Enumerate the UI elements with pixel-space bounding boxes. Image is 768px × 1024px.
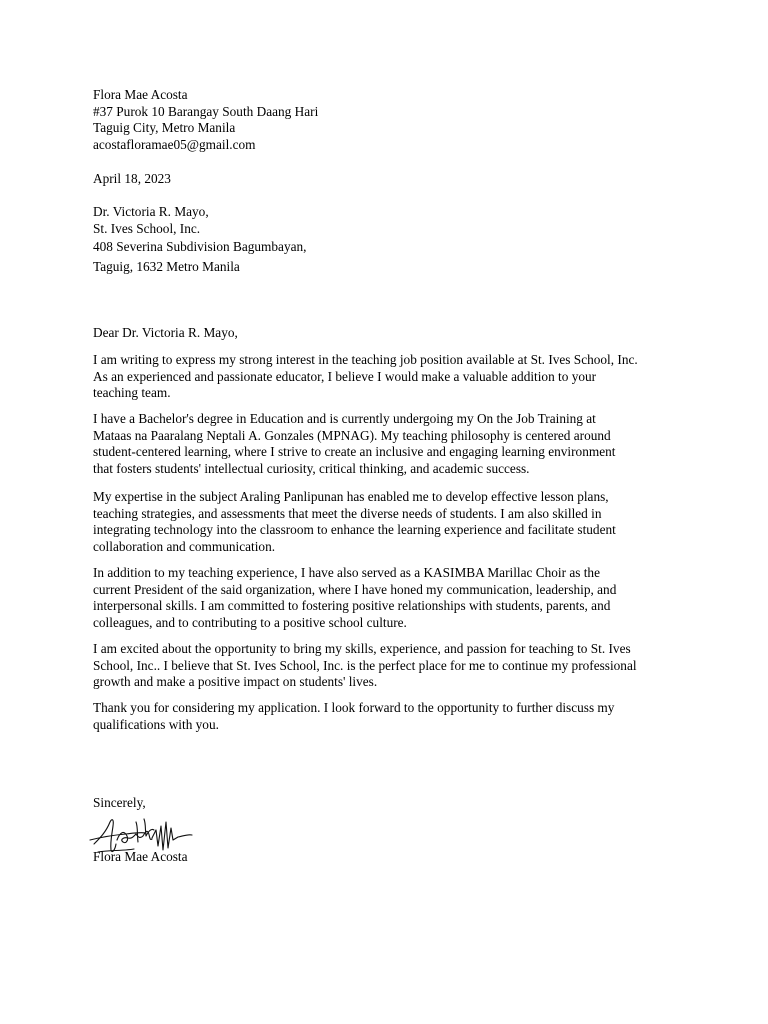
paragraph-line: In addition to my teaching experience, I have also served as a KASIMBA Marillac Choir as the xyxy=(93,565,600,580)
sender-address-line-1: #37 Purok 10 Barangay South Daang Hari xyxy=(93,103,319,119)
body-paragraph-1 xyxy=(93,352,681,402)
letter-date xyxy=(93,171,693,188)
body-paragraph-3 xyxy=(93,489,681,555)
paragraph-line: teaching strategies, and assessments that meet the diverse needs of students. I am also skilled in xyxy=(93,505,602,521)
paragraph-line: I have a Bachelor's degree in Education and is currently undergoing my On the Job Training at xyxy=(93,411,596,426)
signer-block xyxy=(93,849,693,866)
salutation xyxy=(93,325,693,342)
paragraph-line: I am writing to express my strong interest in the teaching job position available at St. Ives School, Inc. xyxy=(93,352,638,367)
recipient-name: Dr. Victoria R. Mayo, xyxy=(93,204,209,219)
paragraph-line: My expertise in the subject Araling Panlipunan has enabled me to develop effective lesson plans, xyxy=(93,489,609,504)
sender-email: acostafloramae05@gmail.com xyxy=(93,136,256,152)
sender-name: Flora Mae Acosta xyxy=(93,87,188,102)
paragraph-line: School, Inc.. I believe that St. Ives School, Inc. is the perfect place for me to continue my professional xyxy=(93,657,637,673)
paragraph-line: growth and make a positive impact on students' lives. xyxy=(93,674,378,690)
paragraph-line: student-centered learning, where I strive to create an inclusive and engaging learning environment xyxy=(93,444,616,460)
sender-address-line-2: Taguig City, Metro Manila xyxy=(93,120,236,136)
paragraph-line: that fosters students' intellectual curiosity, critical thinking, and academic success. xyxy=(93,460,530,476)
recipient-address-line-2: Taguig, 1632 Metro Manila xyxy=(93,258,240,274)
paragraph-line: current President of the said organization, where I have honed my communication, leadership, and xyxy=(93,581,617,597)
body-paragraph-5 xyxy=(93,641,681,691)
paragraph-line: collaboration and communication. xyxy=(93,538,276,554)
paragraph-line: Thank you for considering my application. I look forward to the opportunity to further discuss my xyxy=(93,700,615,715)
body-paragraph-4 xyxy=(93,565,681,631)
date-text: April 18, 2023 xyxy=(93,171,171,186)
paragraph-line: qualifications with you. xyxy=(93,716,219,732)
sender-block xyxy=(93,87,693,153)
recipient-block xyxy=(93,204,693,276)
paragraph-line: interpersonal skills. I am committed to fostering positive relationships with students, parents, and xyxy=(93,598,611,614)
recipient-address-line-1: 408 Severina Subdivision Bagumbayan, xyxy=(93,239,307,255)
paragraph-line: colleagues, and to contributing to a positive school culture. xyxy=(93,614,407,630)
salutation-text: Dear Dr. Victoria R. Mayo, xyxy=(93,325,238,340)
paragraph-line: integrating technology into the classroom to enhance the learning experience and facilitate student xyxy=(93,522,616,538)
paragraph-line: Mataas na Paaralang Neptali A. Gonzales (MPNAG). My teaching philosophy is centered around xyxy=(93,427,611,443)
body-paragraph-2 xyxy=(93,411,681,477)
closing-text: Sincerely, xyxy=(93,795,146,810)
recipient-organization: St. Ives School, Inc. xyxy=(93,220,201,236)
paragraph-line: teaching team. xyxy=(93,385,171,401)
paragraph-line: As an experienced and passionate educator, I believe I would make a valuable addition to your xyxy=(93,368,597,384)
signer-name: Flora Mae Acosta xyxy=(93,849,188,864)
signature-stroke xyxy=(152,822,192,850)
signature-stroke xyxy=(136,822,138,842)
paragraph-line: I am excited about the opportunity to bring my skills, experience, and passion for teaching to St. Ives xyxy=(93,641,631,656)
body-paragraph-6 xyxy=(93,700,681,733)
